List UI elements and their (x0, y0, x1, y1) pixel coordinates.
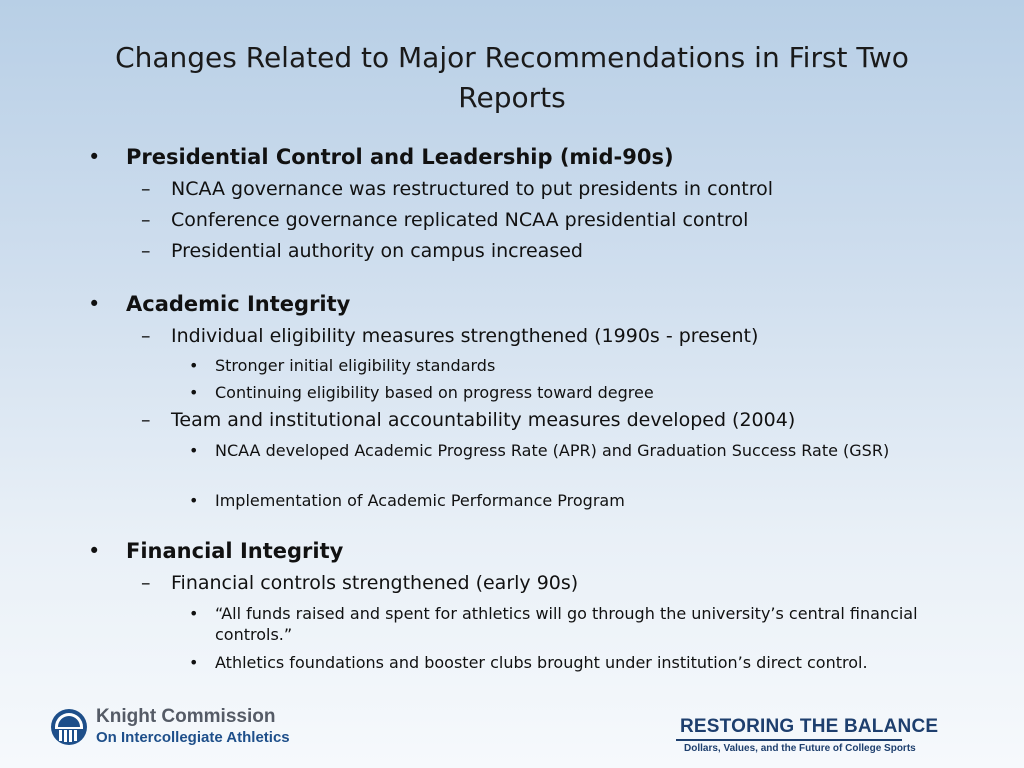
list-item-text: NCAA governance was restructured to put presidents in control (171, 178, 773, 200)
list-item (141, 572, 579, 594)
section-heading-presidential (88, 145, 674, 169)
dash-marker: – (141, 409, 151, 431)
list-item-text: Team and institutional accountability measures developed (2004) (171, 409, 796, 431)
section-heading-text: Financial Integrity (126, 539, 344, 563)
section-heading-financial (88, 539, 344, 563)
restoring-balance-logo (676, 716, 939, 756)
list-item (141, 325, 759, 347)
sub-list-item (189, 355, 496, 376)
sub-list-item (189, 652, 915, 673)
sub-list-item-text: Athletics foundations and booster clubs brought under institution’s direct control. (215, 653, 868, 672)
list-item-text: Individual eligibility measures strengthened (1990s - present) (171, 325, 759, 347)
balance-logo-subtitle: Dollars, Values, and the Future of College Sports (684, 743, 916, 754)
knight-commission-logo (50, 706, 290, 750)
sub-list-item (189, 440, 935, 461)
bullet-marker: • (189, 441, 199, 460)
section-heading-academic (88, 292, 351, 316)
list-item-text: Financial controls strengthened (early 90s) (171, 572, 579, 594)
bullet-marker: • (189, 653, 199, 672)
sub-list-item-text: “All funds raised and spent for athletics will go through the university’s central financial controls.” (215, 604, 918, 644)
balance-logo-divider (676, 739, 902, 741)
sub-list-item-text: Implementation of Academic Performance Program (215, 491, 625, 510)
section-heading-text: Presidential Control and Leadership (mid-90s) (126, 145, 674, 169)
bullet-marker: • (88, 539, 101, 563)
list-item (141, 178, 773, 200)
sub-list-item (189, 382, 654, 403)
sub-list-item-text: Stronger initial eligibility standards (215, 356, 496, 375)
list-item (141, 240, 583, 262)
knight-logo-line1: Knight Commission (96, 706, 276, 727)
dash-marker: – (141, 209, 151, 231)
dash-marker: – (141, 178, 151, 200)
balance-logo-title: RESTORING THE BALANCE (680, 716, 939, 737)
sub-list-item-text: Continuing eligibility based on progress toward degree (215, 383, 654, 402)
bullet-marker: • (189, 356, 199, 375)
sub-list-item-text: NCAA developed Academic Progress Rate (APR) and Graduation Success Rate (GSR) (215, 441, 890, 460)
bullet-marker: • (189, 491, 199, 510)
bullet-marker: • (189, 383, 199, 402)
list-item (141, 409, 796, 431)
dash-marker: – (141, 572, 151, 594)
knight-emblem-icon (50, 708, 88, 746)
dash-marker: – (141, 325, 151, 347)
bullet-marker: • (88, 145, 101, 169)
sub-list-item (189, 603, 940, 645)
section-heading-text: Academic Integrity (126, 292, 351, 316)
list-item (141, 209, 749, 231)
list-item-text: Presidential authority on campus increased (171, 240, 583, 262)
bullet-marker: • (189, 604, 199, 623)
knight-logo-line2: On Intercollegiate Athletics (96, 729, 290, 746)
dash-marker: – (141, 240, 151, 262)
list-item-text: Conference governance replicated NCAA presidential control (171, 209, 749, 231)
sub-list-item (189, 490, 625, 511)
slide-title: Changes Related to Major Recommendations in First Two Reports (115, 41, 909, 114)
bullet-marker: • (88, 292, 101, 316)
